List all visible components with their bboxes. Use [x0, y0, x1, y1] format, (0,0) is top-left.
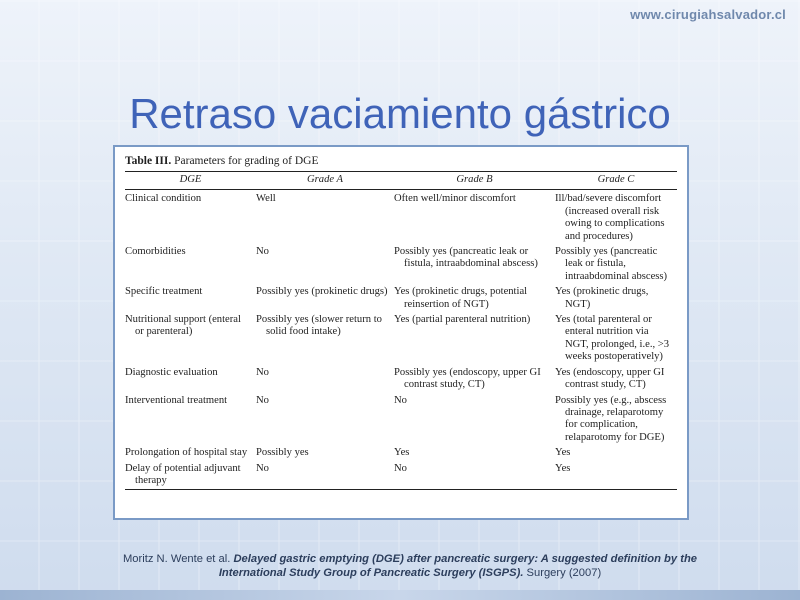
- row-grade-b-text: Yes (prokinetic drugs, potential reinsertion of NGT): [394, 286, 528, 310]
- row-grade-a-cell: [256, 190, 394, 246]
- row-parameter-text: Interventional treatment: [125, 394, 228, 406]
- row-grade-c-text: Yes (total parenteral or enteral nutrition via NGT, prolonged, i.e., >3 weeks postoperatively): [555, 314, 670, 363]
- bottom-band: [0, 590, 800, 600]
- row-grade-c-text: Ill/bad/severe discomfort (increased overall risk owing to complications and procedures): [555, 193, 665, 242]
- citation-authors: Moritz N. Wente et al.: [122, 553, 231, 565]
- table-row: [125, 286, 677, 314]
- row-grade-a-text: Well: [256, 193, 276, 205]
- row-grade-c-cell: [555, 367, 677, 395]
- row-grade-c-text: Yes: [555, 447, 571, 459]
- row-grade-c-cell: [555, 395, 677, 448]
- row-parameter-cell: [125, 463, 256, 490]
- row-grade-c-cell: [555, 190, 677, 246]
- table-caption-text: Parameters for grading of DGE: [174, 155, 319, 167]
- row-grade-c-text: Possibly yes (e.g., abscess drainage, relaparotomy for complication, relaparotomy for DGE): [555, 394, 667, 443]
- row-grade-c-cell: [555, 286, 677, 314]
- row-grade-b-cell: [394, 286, 555, 314]
- table-row: [125, 395, 677, 448]
- citation-journal: Surgery (2007): [526, 567, 602, 579]
- table-caption-label: Table III.: [125, 155, 172, 167]
- row-parameter-cell: [125, 286, 256, 314]
- row-grade-b-text: No: [394, 394, 407, 406]
- row-grade-c-cell: [555, 463, 677, 490]
- row-grade-b-text: Possibly yes (endoscopy, upper GI contrast study, CT): [394, 366, 541, 391]
- row-parameter-cell: [125, 190, 256, 246]
- column-header-grade-a: Grade A: [256, 172, 394, 190]
- row-grade-b-cell: [394, 447, 555, 462]
- row-parameter-cell: [125, 395, 256, 448]
- row-grade-a-text: No: [256, 366, 269, 378]
- row-parameter-text: Delay of potential adjuvant therapy: [125, 462, 241, 486]
- citation-title: Delayed gastric emptying (DGE) after pancreatic surgery: A suggested definition by the International Study Group of Pancreatic Surgery (ISGPS).: [218, 553, 698, 579]
- citation: [90, 552, 730, 580]
- row-grade-b-text: Possibly yes (pancreatic leak or fistula, intraabdominal abscess): [394, 246, 538, 270]
- row-grade-a-text: Possibly yes (prokinetic drugs): [256, 286, 388, 298]
- row-grade-b-cell: [394, 395, 555, 448]
- table-row: [125, 246, 677, 286]
- table-header-row: [125, 172, 677, 190]
- dge-grading-table: [125, 171, 677, 490]
- row-parameter-text: Diagnostic evaluation: [125, 366, 218, 378]
- row-grade-a-cell: [256, 246, 394, 286]
- row-grade-b-cell: [394, 314, 555, 367]
- row-parameter-text: Prolongation of hospital stay: [125, 447, 248, 459]
- site-url: www.cirugiahsalvador.cl: [630, 7, 786, 22]
- row-grade-c-text: Yes: [555, 462, 571, 474]
- row-grade-b-text: Yes: [394, 447, 410, 459]
- row-grade-b-cell: [394, 463, 555, 490]
- column-header-grade-b: Grade B: [394, 172, 555, 190]
- row-grade-a-cell: [256, 367, 394, 395]
- slide-title: Retraso vaciamiento gástrico: [129, 90, 671, 138]
- row-grade-a-cell: [256, 314, 394, 367]
- row-grade-b-text: Often well/minor discomfort: [394, 193, 516, 205]
- row-grade-b-cell: [394, 246, 555, 286]
- row-grade-a-text: No: [256, 246, 269, 258]
- row-grade-b-cell: [394, 190, 555, 246]
- row-grade-c-text: Possibly yes (pancreatic leak or fistula, intraabdominal abscess): [555, 246, 668, 282]
- table-row: [125, 190, 677, 246]
- row-parameter-cell: [125, 314, 256, 367]
- column-header-dge: DGE: [125, 172, 256, 190]
- row-parameter-cell: [125, 246, 256, 286]
- row-parameter-text: Clinical condition: [125, 193, 202, 205]
- row-parameter-text: Specific treatment: [125, 286, 203, 298]
- row-parameter-text: Nutritional support (enteral or parenteral): [125, 314, 241, 338]
- row-grade-c-cell: [555, 447, 677, 462]
- row-grade-a-text: Possibly yes: [256, 447, 309, 459]
- row-parameter-cell: [125, 447, 256, 462]
- table-card: [113, 145, 689, 520]
- table-row: [125, 314, 677, 367]
- row-grade-c-text: Yes (prokinetic drugs, NGT): [555, 286, 649, 310]
- table-row: [125, 367, 677, 395]
- row-grade-a-cell: [256, 463, 394, 490]
- row-parameter-text: Comorbidities: [125, 246, 186, 258]
- row-grade-c-cell: [555, 314, 677, 367]
- row-grade-b-text: No: [394, 462, 407, 474]
- row-grade-b-text: Yes (partial parenteral nutrition): [394, 314, 531, 326]
- row-grade-c-text: Yes (endoscopy, upper GI contrast study, CT): [555, 366, 665, 391]
- row-grade-a-cell: [256, 395, 394, 448]
- table-body: [125, 190, 677, 490]
- table-caption: [125, 155, 677, 167]
- row-grade-a-text: No: [256, 462, 269, 474]
- row-grade-c-cell: [555, 246, 677, 286]
- row-grade-a-cell: [256, 447, 394, 462]
- row-grade-b-cell: [394, 367, 555, 395]
- row-parameter-cell: [125, 367, 256, 395]
- column-header-grade-c: Grade C: [555, 172, 677, 190]
- row-grade-a-cell: [256, 286, 394, 314]
- row-grade-a-text: No: [256, 394, 269, 406]
- table-row: [125, 463, 677, 490]
- table-row: [125, 447, 677, 462]
- row-grade-a-text: Possibly yes (slower return to solid food intake): [256, 314, 382, 338]
